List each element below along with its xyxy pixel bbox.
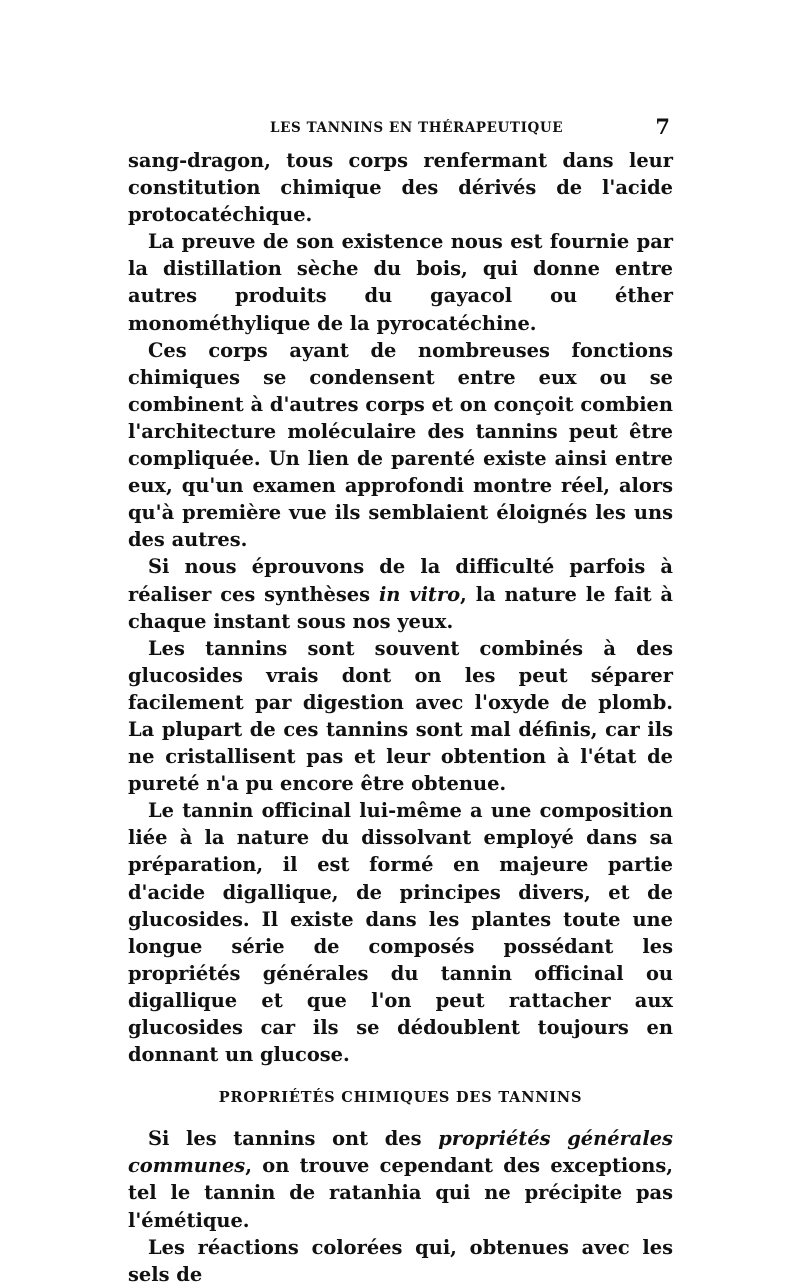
body-text xyxy=(128,147,673,1288)
paragraph xyxy=(128,1125,673,1233)
paragraph xyxy=(128,1234,673,1288)
text-segment: sang-dragon, tous corps renfermant dans leur constitution chimique des dérivés de l'acide protocatéchique. xyxy=(128,149,673,227)
text-segment: Les réactions colorées qui, obtenues avec les sels de xyxy=(128,1235,673,1286)
running-title: LES TANNINS EN THÉRAPEUTIQUE xyxy=(270,120,564,136)
text-segment: Ces corps ayant de nombreuses fonctions chimiques se condensent entre eux ou se combinent à d'autres corps et on conçoit combien l'architecture moléculaire des tannins peut être compliquée. Un lien de parenté existe ainsi entre eux, qu'un examen approfondi montre réel, alors qu'à première vue ils semblaient éloignés les uns des autres. xyxy=(128,338,673,552)
text-segment: La preuve de son existence nous est fournie par la distillation sèche du bois, qui donne entre autres produits du gayacol ou éther monométhylique de la pyrocatéchine. xyxy=(128,230,673,335)
page-number: 7 xyxy=(655,114,670,139)
paragraph xyxy=(128,147,673,228)
text-segment: Le tannin officinal lui-même a une composition liée à la nature du dissolvant employé dans sa préparation, il est formé en majeure partie d'acide digallique, de principes divers, et de glucosides. Il existe dans les plantes toute une longue série de composés possédant les propriétés générales du tannin officinal ou digallique et que l'on peut rattacher aux glucosides car ils se dédoublent toujours en donnant un glucose. xyxy=(128,799,673,1067)
paragraph xyxy=(128,797,673,1068)
paragraph xyxy=(128,635,673,798)
italic-phrase: propriétés générales communes xyxy=(128,1127,673,1178)
text-segment: Les tannins sont souvent combinés à des glucosides vrais dont on les peut séparer facilement par digestion avec l'oxyde de plomb. La plupart de ces tannins sont mal définis, car ils ne cristallisent pas et leur obtention à l'état de pureté n'a pu encore être obtenue. xyxy=(128,636,673,796)
paragraph xyxy=(128,228,673,336)
section-heading-text: PROPRIÉTÉS CHIMIQUES DES TANNINS xyxy=(218,1089,583,1107)
section-heading xyxy=(128,1084,673,1111)
running-head xyxy=(127,116,674,140)
text-segment: , la nature le fait à chaque instant sous nos yeux. xyxy=(128,582,673,633)
paragraph xyxy=(128,553,673,634)
paragraph xyxy=(128,337,673,554)
text-segment: , on trouve cependant des exceptions, tel le tannin de ratanhia qui ne précipite pas l'émétique. xyxy=(128,1154,673,1232)
text-segment: Si les tannins ont des xyxy=(148,1127,439,1151)
text-segment: Si nous éprouvons de la difficulté parfois à réaliser ces synthèses xyxy=(128,555,673,606)
italic-phrase: in vitro xyxy=(378,582,461,606)
